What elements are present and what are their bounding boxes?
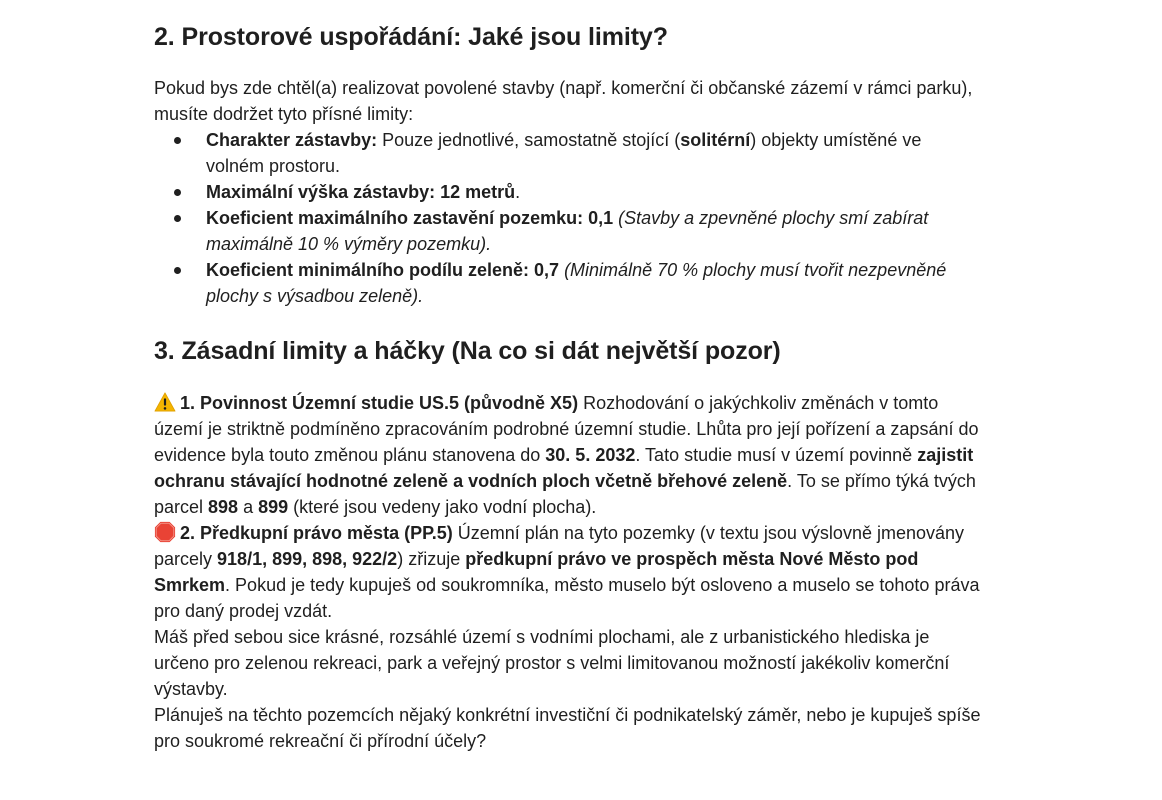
list-item <box>154 257 984 309</box>
intro-paragraph: Pokud bys zde chtěl(a) realizovat povolené stavby (např. komerční či občanské zázemí v rámci parku), musíte dodržet tyto přísné limity: <box>154 78 973 124</box>
list-item <box>154 127 984 179</box>
list-item <box>154 205 984 257</box>
section-heading-limits: 2. Prostorové uspořádání: Jaké jsou limity? <box>154 23 668 51</box>
text-run: ) zřizuje <box>397 549 466 569</box>
text-run: Územní plán na tyto pozemky (v textu jsou výslovně jmenovány parcely <box>154 523 965 569</box>
bullet-italic: (Stavby a zpevněné plochy smí zabírat maximálně 10 % výměry pozemku). <box>206 208 929 254</box>
text-run: . Pokud je tedy kupuješ od soukromníka, město muselo být osloveno a muselo se tohoto práva pro daný prodej vzdát. <box>154 575 980 621</box>
bullet-text: ) objekty umístěné ve volném prostoru. <box>206 130 922 176</box>
text-run: Rozhodování o jakýchkoliv změnách v tomto území je striktně podmíněno zpracováním podrobné územní studie. Lhůta pro její pořízení a zapsání do evidence byla touto změnou plánu stanovena do <box>154 393 979 465</box>
bullet-bold: Koeficient minimálního podílu zeleně: 0,7 <box>206 260 560 280</box>
list-item <box>154 179 984 205</box>
bullet-text: Pouze jednotlivé, samostatně stojící ( <box>377 130 681 150</box>
warning-icon <box>154 392 176 412</box>
parcel-number: 898 <box>208 497 239 517</box>
stop-paragraph <box>154 520 984 624</box>
warning-paragraph <box>154 390 984 520</box>
requirement-bold: zajistit ochranu stávající hodnotné zeleně a vodních ploch včetně břehové zeleně <box>154 445 974 491</box>
parcel-number: 899 <box>258 497 289 517</box>
question-paragraph: Plánuješ na těchto pozemcích nějaký konkrétní investiční či podnikatelský záměr, nebo je kupuješ spíše pro soukromé rekreační či přírodní účely? <box>154 705 981 751</box>
warning-title: 1. Povinnost Územní studie US.5 (původně X5) <box>180 393 579 413</box>
text-run: . To se přímo týká tvých parcel <box>154 471 976 517</box>
preemption-right-bold: předkupní právo ve prospěch města Nové Město pod Smrkem <box>154 549 919 595</box>
summary-paragraph: Máš před sebou sice krásné, rozsáhlé území s vodními plochami, ale z urbanistického hlediska je určeno pro zelenou rekreaci, park a veřejný prostor s velmi limitovanou možností jakékoliv komerční výstavby. <box>154 627 950 699</box>
stop-title: 2. Předkupní právo města (PP.5) <box>180 523 453 543</box>
bullet-bold: Maximální výška zástavby: 12 metrů <box>206 182 516 202</box>
bullet-bold-term: solitérní <box>680 130 751 150</box>
stop-sign-icon <box>154 521 176 543</box>
limits-list <box>154 127 984 309</box>
pitfalls-block <box>154 390 984 754</box>
bullet-bold: Charakter zástavby: <box>206 130 378 150</box>
bullet-bold: Koeficient maximálního zastavění pozemku: 0,1 <box>206 208 614 228</box>
text-run: a <box>238 497 259 517</box>
parcel-list: 918/1, 899, 898, 922/2 <box>217 549 398 569</box>
deadline-date: 30. 5. 2032 <box>545 445 636 465</box>
text-run: . Tato studie musí v území povinně <box>635 445 918 465</box>
text-run: (které jsou vedeny jako vodní plocha). <box>288 497 597 517</box>
bullet-text: . <box>515 182 521 202</box>
bullet-italic: (Minimálně 70 % plochy musí tvořit nezpevněné plochy s výsadbou zeleně). <box>206 260 947 306</box>
section-heading-pitfalls: 3. Zásadní limity a háčky (Na co si dát největší pozor) <box>154 337 781 365</box>
